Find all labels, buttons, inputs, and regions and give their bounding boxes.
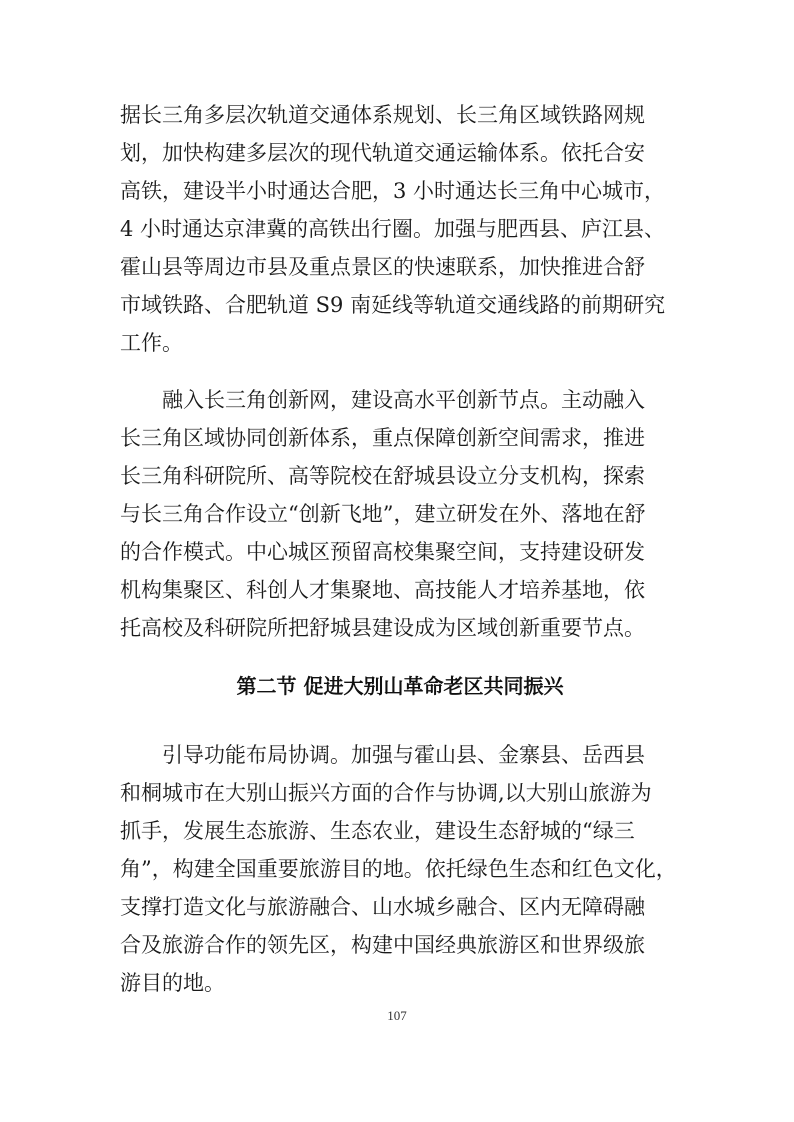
text-line: 抓手，发展生态旅游、生态农业，建设生态舒城的“绿三: [120, 819, 635, 843]
text-line: 4 小时通达京津冀的高铁出行圈。加强与肥西县、庐江县、: [120, 217, 666, 241]
text-line: 划，加快构建多层次的现代轨道交通运输体系。依托合安: [120, 141, 645, 165]
paragraph-innovation-network: [120, 381, 680, 647]
text-line: 机构集聚区、科创人才集聚地、高技能人才培养基地，依: [120, 578, 645, 602]
text-line: 托高校及科研院所把舒城县建设成为区域创新重要节点。: [120, 616, 645, 640]
text-line: 与长三角合作设立“创新飞地”，建立研发在外、落地在舒: [120, 502, 646, 526]
text-line: 长三角科研院所、高等院校在舒城县设立分支机构，探索: [120, 464, 645, 488]
text-line: 霍山县等周边市县及重点景区的快速联系，加快推进合舒: [120, 255, 645, 279]
text-line: 高铁，建设半小时通达合肥，3 小时通达长三角中心城市，: [120, 179, 666, 203]
text-line: 和桐城市在大别山振兴方面的合作与协调,以大别山旅游为: [120, 781, 652, 805]
text-line: 市域铁路、合肥轨道 S9 南延线等轨道交通线路的前期研究: [120, 293, 666, 317]
text-line: 合及旅游合作的领先区，构建中国经典旅游区和世界级旅: [120, 933, 645, 957]
text-line: 融入长三角创新网，建设高水平创新节点。主动融入: [162, 388, 645, 412]
text-line: 工作。: [120, 331, 183, 355]
section-heading: 第二节 促进大别山革命老区共同振兴: [236, 674, 564, 698]
paragraph-functional-layout: [120, 736, 680, 1002]
page-number: 107: [387, 1008, 407, 1023]
text-line: 支撑打造文化与旅游融合、山水城乡融合、区内无障碍融: [120, 895, 645, 919]
text-line: 角”，构建全国重要旅游目的地。依托绿色生态和红色文化，: [120, 857, 677, 881]
text-line: 的合作模式。中心城区预留高校集聚空间，支持建设研发: [120, 540, 645, 564]
text-line: 游目的地。: [120, 971, 225, 995]
text-line: 长三角区域协同创新体系，重点保障创新空间需求，推进: [120, 426, 645, 450]
text-line: 引导功能布局协调。加强与霍山县、金寨县、岳西县: [162, 743, 645, 767]
text-line: 据长三角多层次轨道交通体系规划、长三角区域铁路网规: [120, 103, 645, 127]
paragraph-rail-transit: [120, 96, 680, 362]
